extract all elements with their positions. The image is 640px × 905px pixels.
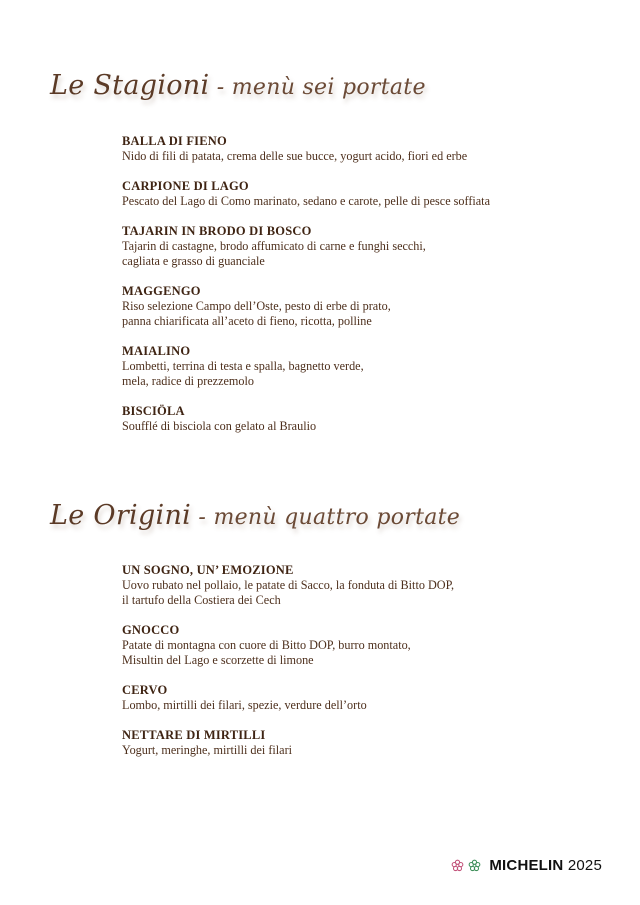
- course-description: [122, 698, 602, 713]
- course-item: [122, 284, 602, 329]
- green-flower-icon: [468, 859, 481, 872]
- course-description-line: mela, radice di prezzemolo: [122, 374, 254, 388]
- course-description-line: Pescato del Lago di Como marinato, sedano e carote, pelle di pesce soffiata: [122, 194, 490, 208]
- course-description: [122, 299, 602, 329]
- course-item: [122, 404, 602, 434]
- course-name: CARPIONE DI LAGO: [122, 179, 249, 193]
- course-description: [122, 194, 602, 209]
- michelin-badge: [451, 857, 602, 874]
- michelin-year: 2025: [567, 857, 602, 874]
- course-list-stagioni: [122, 134, 602, 449]
- michelin-label: [489, 857, 602, 874]
- course-description-line: Nido di fili di patata, crema delle sue bucce, yogurt acido, fiori ed erbe: [122, 149, 468, 163]
- course-description-line: il tartufo della Costiera dei Cech: [122, 593, 281, 607]
- section-title-main: Le Origini: [50, 500, 192, 531]
- michelin-brand: MICHELIN: [489, 857, 564, 874]
- course-name: UN SOGNO, UN’ EMOZIONE: [122, 563, 294, 577]
- course-description-line: Patate di montagna con cuore di Bitto DOP, burro montato,: [122, 638, 411, 652]
- course-name: NETTARE DI MIRTILLI: [122, 728, 266, 742]
- course-description-line: Riso selezione Campo dell’Oste, pesto di erbe di prato,: [122, 299, 391, 313]
- course-description-line: Tajarin di castagne, brodo affumicato di carne e funghi secchi,: [122, 239, 426, 253]
- course-description: [122, 149, 602, 164]
- course-description-line: Lombo, mirtilli dei filari, spezie, verdure dell’orto: [122, 698, 367, 712]
- section-title-sub: - menù quattro portate: [191, 505, 461, 530]
- pink-flower-icon: [451, 859, 464, 872]
- course-name: CERVO: [122, 683, 168, 697]
- course-description-line: Soufflé di bisciola con gelato al Braulio: [122, 419, 317, 433]
- course-item: [122, 134, 602, 164]
- course-description: [122, 578, 602, 608]
- course-item: [122, 179, 602, 209]
- course-list-origini: [122, 563, 602, 773]
- course-item: [122, 224, 602, 269]
- course-item: [122, 344, 602, 389]
- course-name: TAJARIN IN BRODO DI BOSCO: [122, 224, 312, 238]
- section-title-stagioni: [50, 70, 426, 101]
- course-description-line: Lombetti, terrina di testa e spalla, bagnetto verde,: [122, 359, 364, 373]
- course-description-line: Misultin del Lago e scorzette di limone: [122, 653, 314, 667]
- course-item: [122, 563, 602, 608]
- course-name: BALLA DI FIENO: [122, 134, 227, 148]
- course-description: [122, 239, 602, 269]
- course-description-line: Yogurt, meringhe, mirtilli dei filari: [122, 743, 293, 757]
- course-description-line: Uovo rubato nel pollaio, le patate di Sacco, la fonduta di Bitto DOP,: [122, 578, 455, 592]
- course-description: [122, 419, 602, 434]
- course-description: [122, 638, 602, 668]
- course-name: MAIALINO: [122, 344, 191, 358]
- section-title-main: Le Stagioni: [50, 70, 210, 101]
- course-item: [122, 683, 602, 713]
- course-description: [122, 359, 602, 389]
- course-name: MAGGENGO: [122, 284, 201, 298]
- course-description-line: panna chiarificata all’aceto di fieno, ricotta, polline: [122, 314, 372, 328]
- course-name: BISCIÖLA: [122, 404, 185, 418]
- course-description: [122, 743, 602, 758]
- course-item: [122, 623, 602, 668]
- course-item: [122, 728, 602, 758]
- course-description-line: cagliata e grasso di guanciale: [122, 254, 265, 268]
- section-title-sub: - menù sei portate: [209, 75, 426, 100]
- section-title-origini: [50, 500, 460, 531]
- course-name: GNOCCO: [122, 623, 180, 637]
